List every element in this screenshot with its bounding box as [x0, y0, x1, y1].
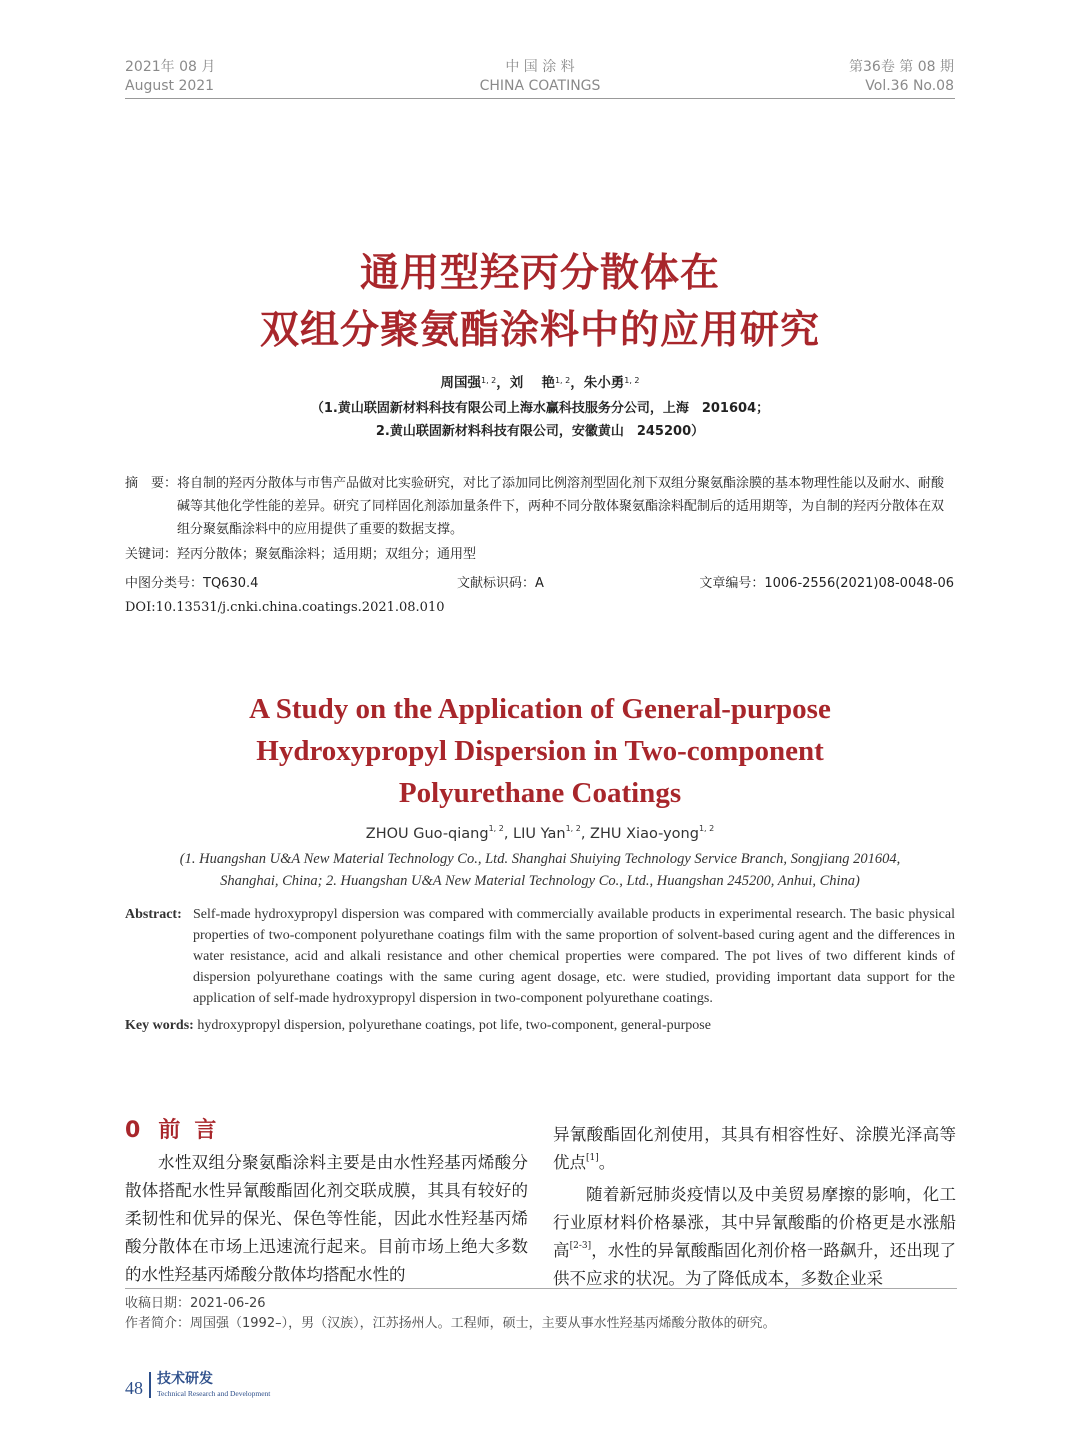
cn-author-2-affil: 1, 2 [554, 376, 571, 385]
body-column-right [553, 1121, 956, 1293]
cn-title [90, 245, 990, 359]
footer-column-cn: 技术研发 [157, 1371, 213, 1387]
en-title-line3: Polyurethane Coatings [398, 777, 682, 809]
header-date-en: August 2021 [125, 78, 215, 94]
cn-title-line1: 通用型羟丙分散体在 [359, 251, 720, 296]
cn-author-3: ，朱小勇 [570, 375, 625, 391]
cn-keywords: 关键词：羟丙分散体；聚氨酯涂料；适用期；双组分；通用型 [125, 547, 477, 562]
page-number: 48 [125, 1378, 143, 1398]
cn-authors [90, 372, 990, 394]
cn-abstract-text: 将自制的羟丙分散体与市售产品做对比实验研究，对比了添加同比例溶剂型固化剂下双组分聚氨酯涂膜的基本物理性能以及耐水、耐酸碱等其他化学性能的差异。研究了同样固化剂添加量条件下，两种不同分散体聚氨酯涂料配制后的适用期等，为自制的羟丙分散体在双组分聚氨酯涂料中的应用提供了重要的数据支撑。 [177, 476, 945, 537]
en-affil-line2: Shanghai, China; 2. Huangshan U&A New Material Technology Co., Ltd., Huangshan 245200, Anhui, China) [220, 873, 860, 889]
body-text: 。 [598, 1153, 616, 1172]
cn-author-2: ，刘 艳 [496, 375, 555, 391]
footnote-author-bio: 作者简介：周国强（1992–），男（汉族），江苏扬州人。工程师，硕士，主要从事水性羟基丙烯酸分散体的研究。 [125, 1316, 776, 1331]
cn-affil-line2: 2.黄山联固新材料科技有限公司，安徽黄山 245200） [375, 424, 705, 439]
en-abstract-text: Self-made hydroxypropyl dispersion was compared with commercially available products in experimental research. The basic physical properties of two-component polyurethane coatings film with the same proportion of solvent-based curing agent and the differences in water resistance, acid and alkali resistance and other chemical properties were compared. The pot lives of two different kinds of dispersion polyurethane coatings with the same curing agent dosage, etc. were studied, providing important data support for the application of self-made hydroxypropyl dispersion in two-component polyurethane coatings. [193, 907, 955, 1006]
cn-affiliations [90, 397, 990, 443]
body-text: 随着新冠肺炎疫情以及中美贸易摩擦的影响，化工行业原材料价格暴涨，其中异氰酸酯的价格更是水涨船高 [553, 1185, 956, 1260]
doi: DOI:10.13531/j.cnki.china.coatings.2021.08.010 [125, 600, 445, 615]
en-abstract [125, 904, 955, 1009]
cn-doc-code: 文献标识码：A [457, 576, 544, 591]
citation-ref: [1] [586, 1153, 599, 1163]
en-abstract-label: Abstract: [125, 907, 182, 922]
header-divider [125, 98, 955, 99]
header-journal-cn: 中 国 涂 料 [505, 59, 575, 75]
citation-ref: [2-3] [569, 1241, 592, 1251]
en-title-line2: Hydroxypropyl Dispersion in Two-component [256, 735, 824, 767]
body-paragraph [553, 1181, 956, 1293]
body-text: 异氰酸酯固化剂使用，其具有相容性好、涂膜光泽高等优点 [553, 1125, 956, 1172]
en-keywords-text: hydroxypropyl dispersion, polyurethane coatings, pot life, two-component, general-purpose [193, 1018, 711, 1033]
body-paragraph: 水性双组分聚氨酯涂料主要是由水性羟基丙烯酸分散体搭配水性异氰酸酯固化剂交联成膜，其具有较好的柔韧性和优异的保光、保色等性能，因此水性羟基丙烯酸分散体在市场上迅速流行起来。目前市场上绝大多数的水性羟基丙烯酸分散体均搭配水性的 [125, 1153, 528, 1284]
header-volume [849, 58, 954, 96]
en-title-line1: A Study on the Application of General-purpose [249, 693, 831, 725]
en-author-2: , LIU Yan [503, 826, 566, 842]
cn-author-1-affil: 1, 2 [481, 376, 497, 385]
en-affil-line1: (1. Huangshan U&A New Material Technology Co., Ltd. Shanghai Shuiying Technology Service Branch, Songjiang 201604, [179, 851, 901, 867]
en-author-3: , ZHU Xiao-yong [580, 826, 699, 842]
header-volume-cn: 第36卷 第 08 期 [849, 59, 954, 75]
header-journal-en: CHINA COATINGS [479, 78, 601, 94]
en-keywords [125, 1015, 711, 1036]
footer-bar [149, 1372, 151, 1398]
en-author-3-affil: 1, 2 [698, 824, 715, 833]
cn-article-no: 文章编号：1006-2556(2021)08-0048-06 [699, 576, 954, 591]
footnote-divider [125, 1288, 957, 1289]
cn-abstract [125, 472, 955, 541]
body-paragraph [553, 1121, 956, 1177]
cn-affil-line1: （1.黄山联固新材料科技有限公司上海水赢科技服务分公司，上海 201604； [310, 401, 770, 416]
en-author-1: ZHOU Guo-qiang [365, 826, 489, 842]
en-title [90, 688, 990, 814]
cn-clc: 中图分类号：TQ630.4 [125, 576, 259, 591]
en-authors [90, 826, 990, 842]
footer-column-en: Technical Research and Development [157, 1389, 271, 1398]
cn-author-3-affil: 1, 2 [624, 376, 640, 385]
body-text: ，水性的异氰酸酯固化剂价格一路飙升，还出现了供不应求的状况。为了降低成本，多数企业采 [553, 1241, 957, 1288]
header-volume-en: Vol.36 No.08 [865, 78, 954, 94]
section-number: 0 [125, 1118, 141, 1143]
header-journal [340, 58, 740, 96]
cn-author-1: 周国强 [440, 375, 481, 391]
header-date-cn: 2021年 08 月 [125, 59, 216, 75]
en-keywords-label: Key words: [125, 1018, 194, 1033]
cn-title-line2: 双组分聚氨酯涂料中的应用研究 [259, 308, 820, 353]
section-title: 前言 [158, 1118, 231, 1143]
header-date [125, 58, 215, 96]
en-author-2-affil: 1, 2 [565, 824, 581, 833]
cn-abstract-label: 摘 要： [125, 476, 178, 491]
en-author-1-affil: 1, 2 [488, 824, 504, 833]
footnote-received: 收稿日期：2021-06-26 [125, 1296, 266, 1311]
body-column-left [125, 1149, 528, 1289]
section-heading [125, 1116, 230, 1146]
en-affiliations [120, 848, 960, 892]
